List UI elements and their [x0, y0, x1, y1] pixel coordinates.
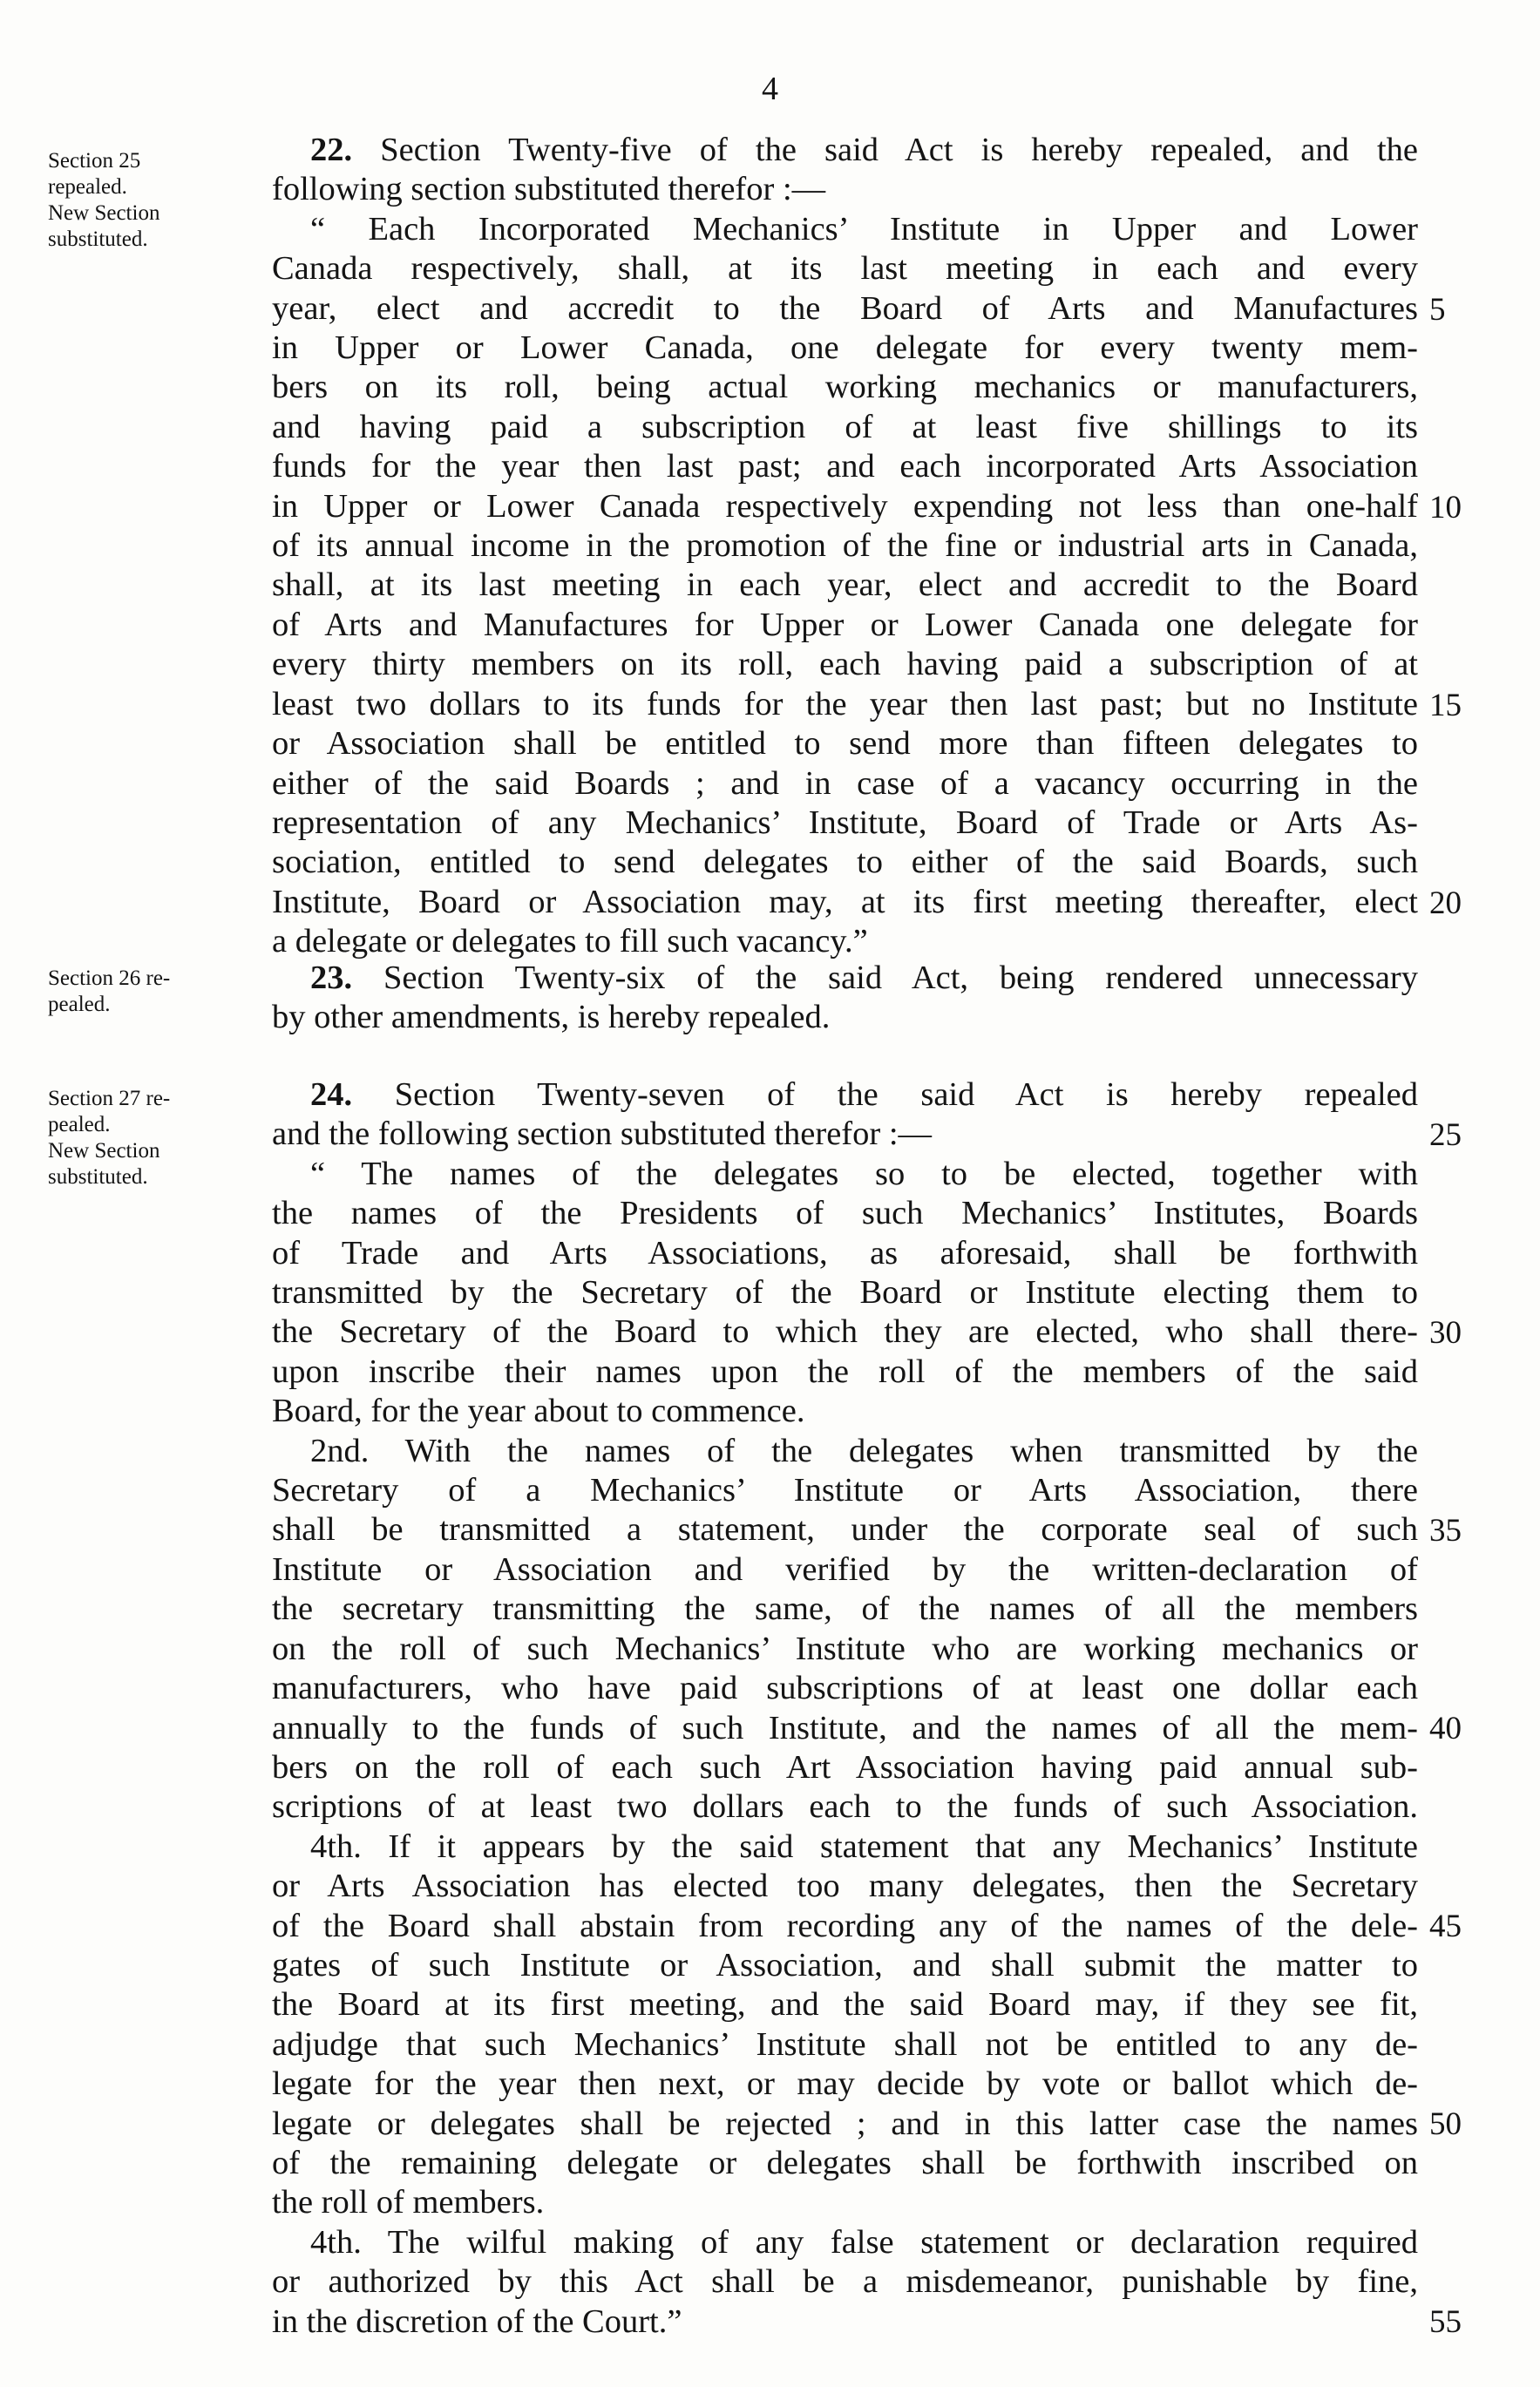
text-line	[272, 408, 1418, 447]
line-text: the secretary transmitting the same, of the names of all the members	[272, 1590, 1418, 1628]
line-number: 40	[1429, 1711, 1462, 1747]
line-text: the Board at its first meeting, and the said Board may, if they see fit,	[272, 1986, 1418, 2024]
line-text: Section Twenty-six of the said Act, being rendered unnecessary	[383, 960, 1418, 996]
text-line	[272, 1669, 1418, 1708]
text-line	[272, 2302, 1418, 2342]
line-text: of its annual income in the promotion of the fine or industrial arts in Canada,	[272, 527, 1418, 565]
text-line	[272, 1590, 1418, 1629]
text-line	[272, 959, 1418, 998]
line-number: 10	[1429, 489, 1462, 526]
line-text: of Trade and Arts Associations, as aforesaid, shall be forthwith	[272, 1234, 1418, 1271]
line-text: representation of any Mechanics’ Institute, Board of Trade or Arts As-	[272, 804, 1418, 841]
line-text: Institute, Board or Association may, at its first meeting thereafter, elect	[272, 883, 1418, 920]
text-line	[272, 1353, 1418, 1392]
line-text: of the remaining delegate or delegates shall be forthwith inscribed on	[272, 2144, 1418, 2181]
text-line	[272, 724, 1418, 763]
text-line	[272, 922, 1418, 961]
margin-note-line: New Section	[48, 1139, 160, 1163]
margin-note-line: Section 27 re-	[48, 1087, 171, 1110]
line-text: Section Twenty-seven of the said Act is hereby repealed	[394, 1076, 1418, 1113]
line-text: gates of such Institute or Association, and shall submit the matter to	[272, 1946, 1418, 1984]
text-line	[272, 1273, 1418, 1312]
text-line	[272, 764, 1418, 804]
section-body	[272, 131, 1418, 962]
line-text: either of the said Boards ; and in case of a vacancy occurring in the	[272, 764, 1418, 802]
text-line	[272, 2025, 1418, 2065]
text-line	[272, 645, 1418, 684]
line-text: adjudge that such Mechanics’ Institute shall not be entitled to any de-	[272, 2025, 1418, 2063]
text-line	[272, 1828, 1418, 1867]
section-number: 23.	[310, 960, 353, 996]
text-line	[272, 1432, 1418, 1471]
margin-note-line: pealed.	[48, 993, 111, 1016]
line-number: 35	[1429, 1513, 1462, 1550]
text-line	[272, 2223, 1418, 2262]
text-line	[272, 2105, 1418, 2144]
section-number: 22.	[310, 132, 353, 168]
text-line	[272, 2144, 1418, 2183]
text-line	[272, 566, 1418, 605]
text-line	[272, 2262, 1418, 2302]
text-line	[272, 883, 1418, 922]
text-line	[272, 1550, 1418, 1590]
text-line	[272, 249, 1418, 288]
text-line	[272, 1867, 1418, 1906]
line-text: and the following section substituted therefor :—	[272, 1116, 933, 1153]
section-number: 24.	[310, 1076, 353, 1113]
text-line	[272, 1471, 1418, 1510]
margin-note-line: substituted.	[48, 1165, 148, 1189]
line-text: in the discretion of the Court.”	[272, 2302, 682, 2340]
line-text: the roll of members.	[272, 2184, 545, 2221]
line-text: every thirty members on its roll, each having paid a subscription of at	[272, 646, 1418, 683]
line-text: 4th. The wilful making of any false statement or declaration required	[310, 2223, 1418, 2261]
line-text: funds for the year then last past; and each incorporated Arts Association	[272, 448, 1418, 485]
line-text: bers on its roll, being actual working mechanics or manufacturers,	[272, 369, 1418, 406]
line-text: by other amendments, is hereby repealed.	[272, 999, 831, 1036]
line-text: legate or delegates shall be rejected ; and in this latter case the names	[272, 2105, 1418, 2142]
line-text: “ Each Incorporated Mechanics’ Institute in Upper and Lower	[310, 210, 1418, 248]
text-line	[272, 606, 1418, 645]
text-line	[272, 804, 1418, 843]
line-text: Board, for the year about to commence.	[272, 1393, 805, 1430]
text-line	[272, 2183, 1418, 2222]
line-text: Secretary of a Mechanics’ Institute or Arts Association, there	[272, 1472, 1418, 1509]
text-line	[272, 1907, 1418, 1946]
line-text: or authorized by this Act shall be a misdemeanor, punishable by fine,	[272, 2263, 1418, 2301]
text-line	[272, 1234, 1418, 1273]
text-line	[272, 1075, 1418, 1115]
text-line	[272, 210, 1418, 249]
line-text: transmitted by the Secretary of the Board or Institute electing them to	[272, 1274, 1418, 1312]
section-body	[272, 1075, 1418, 2342]
line-number: 55	[1429, 2304, 1462, 2341]
line-text: bers on the roll of each such Art Association having paid annual sub-	[272, 1748, 1418, 1786]
margin-note-line: substituted.	[48, 227, 148, 251]
line-text: shall, at its last meeting in each year, elect and accredit to the Board	[272, 566, 1418, 604]
margin-note	[48, 148, 248, 253]
text-line	[272, 289, 1418, 329]
line-text: shall be transmitted a statement, under the corporate seal of such	[272, 1511, 1418, 1549]
margin-note	[48, 966, 248, 1018]
line-number: 15	[1429, 687, 1462, 723]
line-text: of the Board shall abstain from recording any of the names of the dele-	[272, 1907, 1418, 1944]
text-line	[272, 1709, 1418, 1748]
text-line	[272, 685, 1418, 724]
line-text: a delegate or delegates to fill such vacancy.”	[272, 923, 868, 960]
line-number: 20	[1429, 885, 1462, 921]
text-line	[272, 1115, 1418, 1154]
line-text: upon inscribe their names upon the roll of the members of the said	[272, 1353, 1418, 1390]
margin-note	[48, 1086, 248, 1190]
margin-note-line: Section 25	[48, 149, 141, 173]
text-line	[272, 1155, 1418, 1194]
text-line	[272, 1510, 1418, 1550]
line-text: Section Twenty-five of the said Act is hereby repealed, and the	[380, 132, 1418, 168]
text-line	[272, 487, 1418, 526]
line-text: or Arts Association has elected too many delegates, then the Secretary	[272, 1868, 1418, 1905]
line-text: manufacturers, who have paid subscriptions of at least one dollar each	[272, 1670, 1418, 1707]
line-text: of Arts and Manufactures for Upper or Lower Canada one delegate for	[272, 606, 1418, 643]
line-text: scriptions of at least two dollars each to the funds of such Association.	[272, 1788, 1418, 1826]
margin-note-line: pealed.	[48, 1113, 111, 1136]
line-text: legate for the year then next, or may decide by vote or ballot which de-	[272, 2065, 1418, 2103]
text-line	[272, 1787, 1418, 1827]
text-line	[272, 329, 1418, 368]
line-text: 2nd. With the names of the delegates when transmitted by the	[310, 1432, 1418, 1469]
line-text: annually to the funds of such Institute, and the names of all the mem-	[272, 1709, 1418, 1746]
line-text: on the roll of such Mechanics’ Institute who are working mechanics or	[272, 1630, 1418, 1667]
text-line	[272, 526, 1418, 566]
line-text: sociation, entitled to send delegates to either of the said Boards, such	[272, 844, 1418, 881]
text-line	[272, 170, 1418, 209]
text-line	[272, 1985, 1418, 2024]
line-text: or Association shall be entitled to send more than fifteen delegates to	[272, 725, 1418, 763]
line-text: the names of the Presidents of such Mechanics’ Institutes, Boards	[272, 1195, 1418, 1232]
line-text: following section substituted therefor :—	[272, 171, 826, 208]
text-line	[272, 1946, 1418, 1985]
line-text: year, elect and accredit to the Board of Arts and Manufactures	[272, 289, 1418, 327]
line-text: the Secretary of the Board to which they are elected, who shall there-	[272, 1313, 1418, 1351]
line-text: least two dollars to its funds for the year then last past; but no Institute	[272, 685, 1418, 722]
text-line	[272, 131, 1418, 170]
text-line	[272, 998, 1418, 1037]
text-line	[272, 368, 1418, 407]
line-number: 5	[1429, 291, 1446, 328]
margin-note-line: Section 26 re-	[48, 966, 171, 990]
line-text: “ The names of the delegates so to be elected, together with	[310, 1155, 1418, 1192]
text-line	[272, 1312, 1418, 1352]
line-text: 4th. If it appears by the said statement that any Mechanics’ Institute	[310, 1828, 1418, 1865]
text-line	[272, 447, 1418, 486]
line-number: 45	[1429, 1909, 1462, 1945]
line-text: Canada respectively, shall, at its last meeting in each and every	[272, 250, 1418, 288]
text-line	[272, 1194, 1418, 1233]
text-line	[272, 1748, 1418, 1787]
margin-note-line: repealed.	[48, 175, 127, 199]
line-number: 25	[1429, 1117, 1462, 1154]
page-number: 4	[762, 71, 778, 107]
line-text: and having paid a subscription of at least five shillings to its	[272, 408, 1418, 445]
line-text: in Upper or Lower Canada respectively expending not less than one-half	[272, 487, 1418, 525]
text-line	[272, 1630, 1418, 1669]
text-line	[272, 2065, 1418, 2104]
line-text: Institute or Association and verified by the written-declaration of	[272, 1550, 1418, 1588]
text-line	[272, 843, 1418, 882]
line-number: 30	[1429, 1315, 1462, 1352]
margin-note-line: New Section	[48, 201, 160, 225]
section-body	[272, 959, 1418, 1038]
line-text: in Upper or Lower Canada, one delegate for every twenty mem-	[272, 329, 1418, 367]
line-number: 50	[1429, 2106, 1462, 2143]
text-line	[272, 1392, 1418, 1431]
